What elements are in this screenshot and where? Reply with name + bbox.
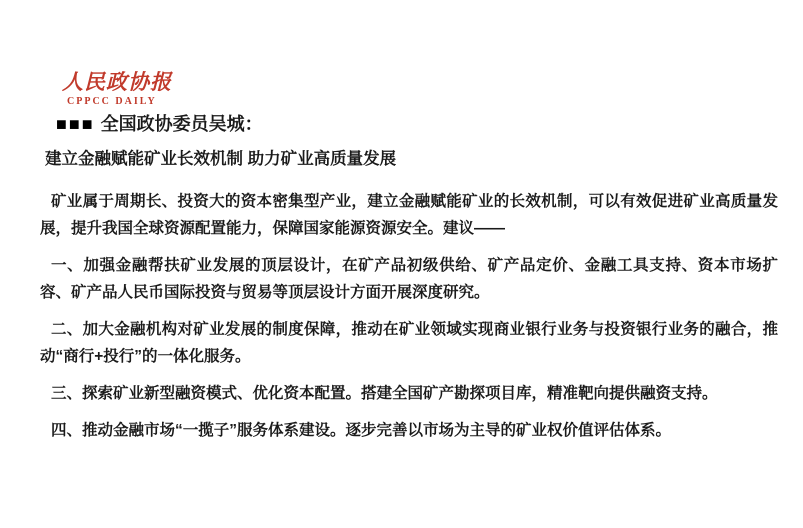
article-paragraph-point-4: 四、推动金融市场“一揽子”服务体系建设。逐步完善以市场为主导的矿业权价值评估体系。 — [51, 422, 672, 439]
byline-squares-marker: ■■■ — [56, 114, 95, 134]
article-title: 建立金融赋能矿业长效机制 助力矿业高质量发展 — [45, 150, 397, 168]
logo-chinese-text: 人民政协报 — [62, 69, 172, 94]
cppcc-daily-logo — [62, 70, 172, 107]
byline-heading — [56, 113, 263, 135]
article-body — [40, 188, 778, 454]
logo-english-text: CPPCC DAILY — [67, 96, 157, 107]
byline-text: 全国政协委员吴城： — [100, 114, 263, 134]
article-paragraph-intro: 矿业属于周期长、投资大的资本密集型产业，建立金融赋能矿业的长效机制，可以有效促进矿业高质量发展，提升我国全球资源配置能力，保障国家能源资源安全。建议—— — [40, 193, 778, 237]
article-paragraph-point-3: 三、探索矿业新型融资模式、优化资本配置。搭建全国矿产勘探项目库，精准靶向提供融资支持。 — [51, 385, 718, 402]
article-paragraph-point-2: 二、加大金融机构对矿业发展的制度保障，推动在矿业领域实现商业银行业务与投资银行业务的融合，推动“商行+投行”的一体化服务。 — [40, 321, 778, 365]
article-paragraph-point-1: 一、加强金融帮扶矿业发展的顶层设计，在矿产品初级供给、矿产品定价、金融工具支持、资本市场扩容、矿产品人民币国际投资与贸易等顶层设计方面开展深度研究。 — [40, 257, 778, 301]
